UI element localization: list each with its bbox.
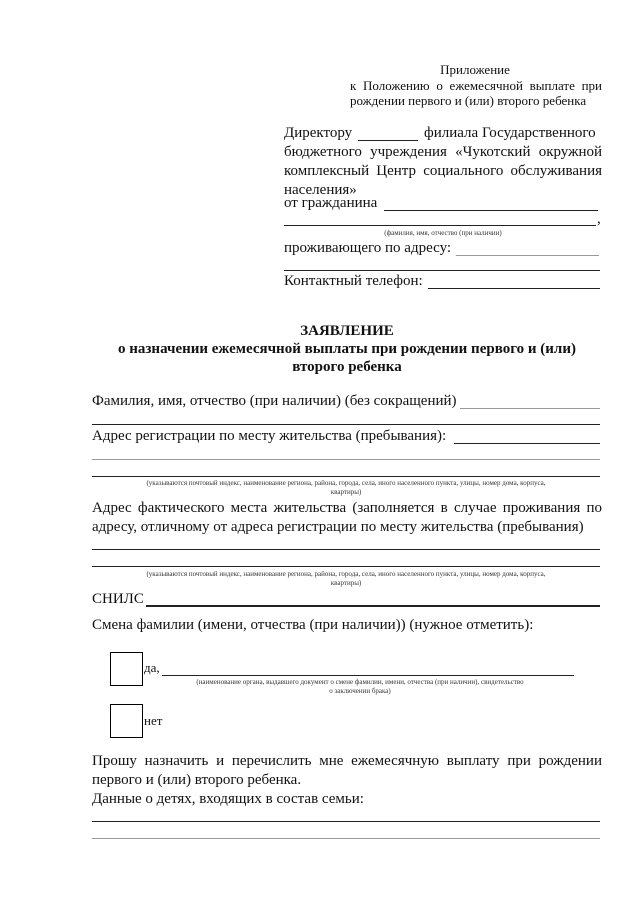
registration-address-field[interactable] xyxy=(454,443,600,444)
statement-title: ЗАЯВЛЕНИЕ xyxy=(300,323,394,339)
registration-address-hint-1: (указываются почтовый индекс, наименование региона, района, города, села, иного населенного пункта, улицы, номер дома, корпуса, xyxy=(146,479,546,487)
name-change-document-field[interactable] xyxy=(162,675,574,676)
addressee-line-4: населения» xyxy=(284,182,357,198)
name-change-no-label: нет xyxy=(144,713,163,728)
full-name-field[interactable] xyxy=(460,408,600,409)
actual-address-hint-1: (указываются почтовый индекс, наименование региона, района, города, села, иного населенного пункта, улицы, номер дома, корпуса, xyxy=(146,570,546,578)
snils-label: СНИЛС xyxy=(92,591,144,607)
snils-field[interactable] xyxy=(146,605,600,607)
citizen-name-field[interactable] xyxy=(284,225,596,226)
request-line-2: первого и (или) второго ребенка. xyxy=(92,772,302,788)
full-name-field-2[interactable] xyxy=(92,424,600,425)
registration-address-label: Адрес регистрации по месту жительства (пребывания): xyxy=(92,428,447,444)
name-change-label: Смена фамилии (имени, отчества (при наличии)) (нужное отметить): xyxy=(92,617,534,633)
addressee-line-3: комплексный Центр социального обслуживания xyxy=(284,163,602,179)
children-data-field[interactable] xyxy=(92,821,600,822)
from-citizen-label: от гражданина xyxy=(284,195,378,211)
actual-address-label-2: адресу, отличному от адреса регистрации по месту жительства (пребывания) xyxy=(92,519,584,535)
addressee-director-label: Директору xyxy=(284,125,353,141)
addressee-branch-label: филиала Государственного xyxy=(424,125,596,141)
actual-address-hint-2: квартиры) xyxy=(330,579,362,587)
citizen-name-comma: , xyxy=(597,211,601,227)
children-data-field-2[interactable] xyxy=(92,838,600,839)
addressee-line-2: бюджетного учреждения «Чукотский окружной xyxy=(284,144,602,160)
name-change-document-hint-2: о заключении брака) xyxy=(329,687,391,695)
registration-address-field-2[interactable] xyxy=(92,459,600,460)
appendix-line-2: рождении первого и (или) второго ребенка xyxy=(350,93,587,108)
phone-field[interactable] xyxy=(428,288,600,289)
statement-subtitle-line-1: о назначении ежемесячной выплаты при рождении первого и (или) xyxy=(118,341,576,357)
actual-address-field[interactable] xyxy=(92,549,600,550)
from-citizen-field[interactable] xyxy=(384,210,598,211)
name-change-yes-label: да, xyxy=(144,660,160,675)
name-change-document-hint-1: (наименование органа, выдавшего документ о смене фамилии, имени, отчества (при наличии), свидетельство xyxy=(196,678,524,686)
actual-address-field-2[interactable] xyxy=(92,566,600,567)
registration-address-hint-2: квартиры) xyxy=(330,488,362,496)
appendix-line-1: к Положению о ежемесячной выплате при xyxy=(350,78,602,93)
residing-address-field[interactable] xyxy=(456,255,599,256)
statement-subtitle-line-2: второго ребенка xyxy=(292,359,402,375)
actual-address-label-1: Адрес фактического места жительства (заполняется в случае проживания по xyxy=(92,500,602,516)
name-change-no-checkbox[interactable] xyxy=(110,704,143,738)
request-line-1: Прошу назначить и перечислить мне ежемесячную выплату при рождении xyxy=(92,753,602,769)
registration-address-field-3[interactable] xyxy=(92,476,600,477)
name-change-yes-checkbox[interactable] xyxy=(110,652,143,686)
residing-address-field-2[interactable] xyxy=(284,270,600,271)
children-data-label: Данные о детях, входящих в состав семьи: xyxy=(92,791,364,807)
director-name-field[interactable] xyxy=(358,140,418,141)
residing-address-label: проживающего по адресу: xyxy=(284,240,452,256)
phone-label: Контактный телефон: xyxy=(284,273,423,289)
appendix-title: Приложение xyxy=(440,62,510,77)
citizen-name-hint: (фамилия, имя, отчество (при наличии) xyxy=(384,229,502,237)
full-name-label: Фамилия, имя, отчество (при наличии) (без сокращений) xyxy=(92,393,457,409)
